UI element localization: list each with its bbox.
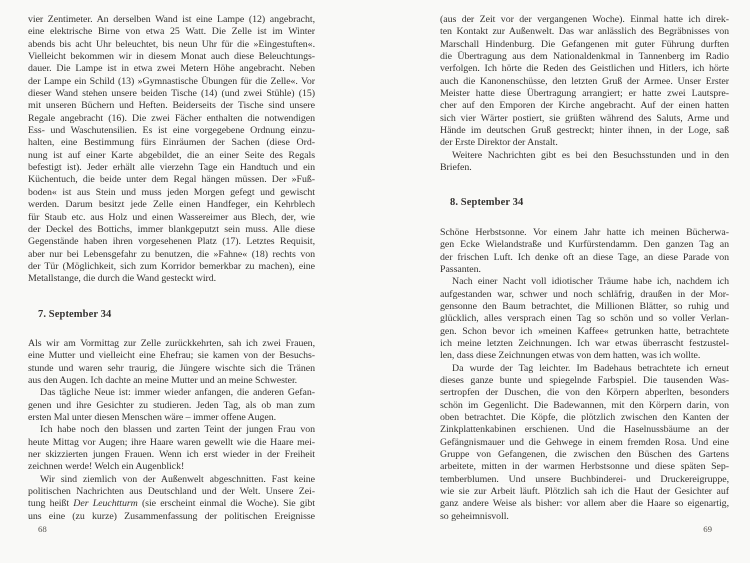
text-line: Marschall Hindenburg. Die Gefangenen mit guter Führung durften (440, 38, 729, 50)
text-line: politischen Nachrichten aus Deutschland und der Welt. Unsere Zei- (28, 486, 315, 498)
text-line: aufgestanden war, schwer und noch schläfrig, draußen in der Mor- (440, 288, 729, 300)
text-line: die Übertragung aus dem Nationaldenkmal in Tannenberg im Radio (440, 51, 729, 63)
text-line: cher auf den Emporen der Kirche angebracht. Auf der einen hatten (440, 100, 729, 112)
text-line: dieses ganze bunte und spiegelnde Farbspiel. Die tausenden Was- (440, 374, 729, 386)
text-line: arbeitete, mitten in der warmen Herbstsonne und diese späten Sep- (440, 461, 729, 473)
text-line: len, dass diese Zeichnungen etwas von dem hatten, was ich wollte. (440, 350, 701, 362)
text-line: halten, eine Bestimmung fürs Einräumen der Sachen (diese Ord- (28, 137, 315, 149)
text-line: glücklich, alles versprach einen Tag so schön und so voller Verlan- (440, 313, 729, 325)
text-line: eine Mutter und vielleicht eine Ehefrau; sie kamen von der Besuchs- (28, 350, 315, 362)
text-line: eine elektrische Birne von etwa 25 Watt. Die Zelle ist im Winter (28, 26, 315, 38)
text-line: aus den Augen. Ich dachte an meine Mutter und an meine Schwester. (28, 374, 298, 386)
text-line: verfolgen. Ich hörte die Reden des Geistlichen und Hitlers, ich hörte (440, 63, 729, 75)
text-line: Gruppe von Gefangenen, die zwischen den Büschen des Gartens (440, 449, 729, 460)
text-line: befestigt ist). Jeder erhält alle vierzehn Tage ein Handtuch und ein (28, 162, 315, 174)
text-line: ner skizzierten jungen Frauen. Wenn ich erst wieder in der Freiheit (28, 449, 315, 460)
text-line: Da wurde der Tag leichter. Im Badehaus betrachtete ich erneut (452, 362, 729, 374)
text-line: Zinkplattenkabinen erschienen. Und die Haselnussbäume an der (440, 424, 729, 436)
text-line: der Erste Direktor der Anstalt. (440, 137, 558, 149)
text-line: Regale angebracht (16). Die zwei Fächer enthalten die notwendigen (28, 112, 315, 124)
text-line: Ess- und Waschutensilien. Es ist eine vorgegebene Ordnung einzu- (28, 125, 315, 137)
text-line: zeichnen werde! Welch ein Augenblick! (28, 461, 185, 473)
text-line: dauer. Die Lampe ist in etwa zwei Metern Höhe angebracht. Neben (28, 63, 315, 75)
page-left-text (28, 14, 315, 523)
text-line: gensonne den Baum betrachtet, die Millionen Blätter, so ruhig und (440, 300, 729, 312)
text-line: für Staub etc. aus Holz und einen Wassereimer aus Blech, der, wie (28, 211, 315, 223)
text-line: boden« ist aus Stein und muss jeden Morgen gefegt und gewischt (28, 186, 315, 198)
text-line: der Deckel des Bottichs, immer blankgeputzt sein muss. Alle diese (28, 223, 315, 235)
text-line: wie sie zur Arbeit läuft. Plötzlich sah ich die Haut der Gesichter auf (440, 486, 729, 498)
text-line: sich vier Wärter postiert, sie grüßten während des Saluts, Arme und (440, 112, 729, 124)
text-line: Ich habe noch den blassen und zarten Teint der jungen Frau von (40, 424, 315, 436)
text-line: Weitere Nachrichten gibt es bei den Besuchsstunden und in den (452, 149, 729, 161)
text-line: werden. Darum besitzt jede Zelle einen Handfeger, ein Kehrblech (28, 199, 315, 211)
text-line: oben betrachtet. Die Köpfe, die plötzlich zwischen den Kanten der (440, 411, 729, 423)
text-line: schön im Gegenlicht. Die Badewannen, mit den Körpern darin, von (440, 399, 729, 411)
text-line: Küchentuch, die beide unter dem Regal hängen müssen. Der »Fuß- (28, 174, 315, 186)
text-line: dieser Wand stehen unsere beiden Tische (14) (und zwei Stühle) (15) (28, 88, 315, 100)
text-line: temberblumen. Und unsere Buchbinderei- und Druckereigruppe, (440, 473, 729, 485)
text-line: tung heißt Der Leuchtturm (sie erscheint einmal die Woche). Sie gibt (28, 498, 315, 510)
text-line: aber nur bei Lebensgefahr zu benutzen, die »Fahne« (18) rechts von (28, 248, 315, 260)
text-line: heute Mittag vor Augen; ihre Haare waren gewellt wie die Haare mei- (28, 436, 315, 448)
text-line: Nach einer Nacht voll idiotischer Träume habe ich, nachdem ich (452, 276, 729, 288)
entry-date-heading: 8. September 34 (450, 197, 524, 209)
text-line: sertropfen der Duschen, die von den Körpern abperlten, besonders (440, 387, 729, 399)
text-line: der Lampe ein Schild (13) »Gymnastische Übungen für die Zelle«. Vor (28, 75, 315, 87)
text-line: der frischen Luft. Ich denke oft an diese Tage, an diese Parade von (440, 251, 729, 263)
text-line: der Tür (Möglichkeit, sich zum Korridor bemerkbar zu machen), eine (28, 260, 315, 272)
text-line: ich meine letzten Zeichnungen. Ich war etwas überrascht festzustel- (440, 337, 729, 349)
text-line: gen Ecke Wielandstraße und Kurfürstendamm. Den ganzen Tag an (440, 239, 729, 251)
text-line: abends bis acht Uhr beleuchtet, bis neun Uhr für die »Eingestuften«. (28, 38, 315, 50)
italic-title: Der Leuchtturm (73, 498, 138, 510)
text-line: Vielleicht bekommen wir in diesem Monat auch diese Beleuchtungs- (28, 51, 315, 63)
text-line: vier Zentimeter. An derselben Wand ist eine Lampe (12) angebracht, (28, 14, 315, 25)
text-line: Wir sind ziemlich von der Außenwelt abgeschnitten. Fast keine (40, 473, 315, 485)
text-line: (aus der Zeit vor der vergangenen Woche). Einmal hatte ich direk- (440, 14, 729, 25)
text-line: ersten Mal unter diesen Menschen wäre – immer offene Augen. (28, 411, 277, 423)
text-line: gen. Schon bevor ich »meinen Kaffee« getrunken hatte, betrachtete (440, 325, 729, 337)
text-line: mit unseren Büchern und Heften. Beiderseits der Tische sind unsere (28, 100, 315, 112)
text-line: auch die Kanonenschüsse, den letzten Gruß der Armee. Unser Erster (440, 75, 729, 87)
text-line: stunde und waren sehr traurig, die Jüngere wischte sich die Tränen (28, 362, 315, 374)
text-line: Metallstange, die durch die Wand gesteckt wird. (28, 273, 217, 285)
text-line: Gefängnismauer und die Gehwege in einem fremden Rosa. Und eine (440, 436, 729, 448)
text-line: ganz andere Weise als bisher: vor allem aber die Haare so eigenartig, (440, 498, 729, 510)
text-line: Passanten. (440, 263, 481, 275)
text-line: Als wir am Vormittag zur Zelle zurückkehrten, sah ich zwei Frauen, (28, 337, 315, 349)
page-number-left: 68 (38, 524, 47, 534)
text-line: Schöne Herbstsonne. Vor einem Jahr hatte ich meinen Bücherwa- (440, 226, 729, 238)
text-line: Hände im deutschen Gruß gestreckt; hinter ihnen, in der Loge, saß (440, 125, 729, 137)
text-line: so geheimnisvoll. (440, 510, 509, 522)
text-line: Briefen. (440, 162, 472, 174)
text-line: genen und ihre Gesichter zu studieren. Jeden Tag, als ob man zum (28, 399, 315, 411)
text-line: ten Kontakt zur Außenwelt. Das war anlässlich des Begräbnisses von (440, 26, 729, 38)
text-line: Gegenstände haben ihren vorgesehenen Platz (17). Letztes Requisit, (28, 236, 315, 248)
page-right-text (440, 14, 729, 523)
text-line: nung ist auf einer Karte abgebildet, die an einer Seite des Regals (28, 149, 315, 161)
page-number-right: 69 (703, 524, 712, 534)
text-line: Das tägliche Neue ist: immer wieder anfangen, die anderen Gefan- (40, 387, 315, 399)
text-line: uns eine (zu kurze) Zusammenfassung der politischen Ereignisse (28, 510, 315, 522)
entry-date-heading: 7. September 34 (38, 308, 112, 320)
text-line: Meister hatte diese Übertragung arrangiert; er hatte zwei Lautspre- (440, 88, 729, 100)
